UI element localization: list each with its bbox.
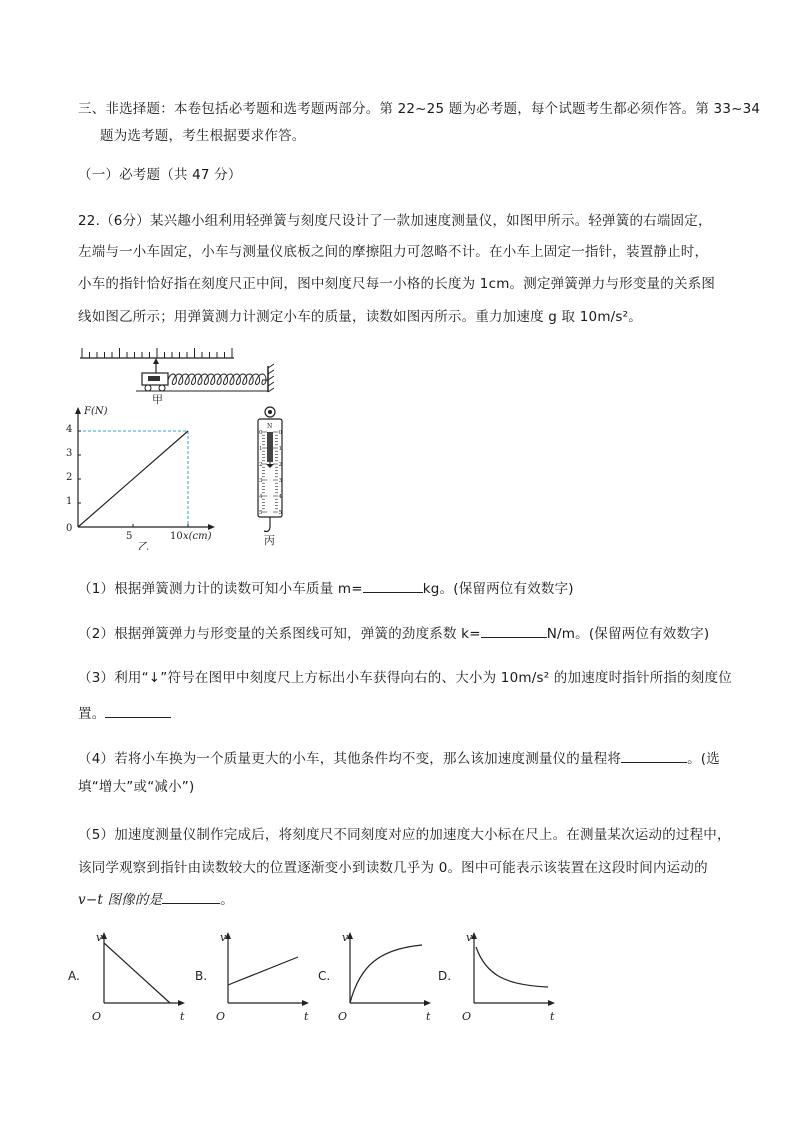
section-intro-line2: 题为选考题，考生根据要求作答。 — [100, 128, 306, 144]
answer-blank-2[interactable] — [481, 623, 547, 638]
option-c-label: C. — [318, 969, 331, 983]
scale-label-right: 4 — [278, 494, 282, 500]
force-extension-line — [78, 431, 188, 527]
item-4-line2: 填“增大”或“减小”) — [78, 779, 195, 795]
option-a-t: t — [180, 1010, 185, 1023]
scale-label-left: 0 — [259, 430, 263, 436]
item-5-text: v−t 图像的是 — [78, 892, 163, 908]
option-c-graph[interactable] — [318, 931, 431, 1023]
option-d-graph[interactable] — [438, 931, 555, 1023]
scale-label-left: 1 — [259, 446, 263, 452]
figure-yi-label: 乙 — [138, 540, 149, 550]
y-tick-2: 2 — [66, 472, 73, 483]
figure-jia-label: 甲 — [152, 393, 163, 406]
answer-blank-1[interactable] — [363, 578, 423, 593]
x-tick-10: 10 — [170, 531, 183, 542]
scale-unit-n: N — [267, 423, 273, 430]
options-vt-graphs — [60, 925, 580, 1025]
question-text-line4: 线如图乙所示；用弹簧测力计测定小车的质量，读数如图丙所示。重力加速度 g 取 10m/s²。 — [78, 309, 642, 325]
item-2-suffix: N/m。(保留两位有效数字) — [546, 626, 710, 642]
option-c-origin: O — [338, 1010, 348, 1023]
figure-bing-spring-scale — [248, 404, 298, 554]
scale-label-right: 2 — [278, 462, 282, 468]
option-d-v: v — [466, 931, 473, 944]
item-5-line1: （5）加速度测量仪制作完成后，将刻度尺不同刻度对应的加速度大小标在尺上。在测量某次运动的过程中， — [78, 827, 731, 843]
item-1-text: （1）根据弹簧测力计的读数可知小车质量 m= — [78, 581, 363, 597]
option-a-v: v — [96, 931, 103, 944]
item-2-text: （2）根据弹簧弹力与形变量的关系图线可知，弹簧的劲度系数 k= — [78, 626, 481, 642]
scale-label-left: 3 — [259, 478, 263, 484]
item-5-line3 — [78, 888, 234, 908]
y-tick-4: 4 — [66, 424, 73, 435]
figure-bing-label: 丙 — [264, 534, 275, 547]
item-1 — [78, 577, 574, 597]
option-a-graph[interactable] — [68, 931, 185, 1023]
option-c-v: v — [342, 931, 349, 944]
question-text-line2: 左端与一小车固定，小车与测量仪底板之间的摩擦阻力可忽略不计。在小车上固定一指针，装置静止时， — [78, 244, 709, 260]
option-b-origin: O — [216, 1010, 226, 1023]
graph-y-axis-label: F(N) — [84, 406, 108, 417]
item-1-suffix: kg。(保留两位有效数字) — [422, 581, 574, 597]
option-b-label: B. — [195, 969, 208, 983]
option-d-origin: O — [462, 1010, 472, 1023]
scale-label-left: 4 — [259, 494, 263, 500]
item-4-line1 — [78, 747, 720, 767]
question-text-line1: 22.（6分）某兴趣小组利用轻弹簧与刻度尺设计了一款加速度测量仪，如图甲所示。轻弹簧的右端固定， — [78, 213, 712, 229]
scale-label-right: 1 — [278, 446, 282, 452]
item-4-text: （4）若将小车换为一个质量更大的小车，其他条件均不变，那么该加速度测量仪的量程将 — [78, 751, 622, 767]
option-c-t: t — [426, 1010, 431, 1023]
scale-label-right: 3 — [278, 478, 282, 484]
section-intro-line1: 三、非选择题：本卷包括必考题和选考题两部分。第 22~25 题为必考题，每个试题考生都必须作答。第 33~34 — [78, 101, 761, 117]
y-tick-0: 0 — [66, 523, 73, 534]
option-a-origin: O — [92, 1010, 102, 1023]
scale-label-left: 2 — [259, 462, 263, 468]
required-subheading: （一）必考题（共 47 分） — [78, 167, 242, 183]
item-3-line2 — [78, 702, 171, 722]
x-tick-5: 5 — [126, 531, 133, 542]
scale-label-right: 0 — [278, 430, 282, 436]
option-d-label: D. — [438, 969, 452, 983]
item-4-suffix: 。(选 — [687, 751, 720, 767]
option-a-label: A. — [68, 969, 80, 983]
item-5-suffix: 。 — [220, 892, 234, 908]
option-b-graph[interactable] — [195, 931, 309, 1023]
option-b-t: t — [304, 1010, 309, 1023]
option-b-v: v — [220, 931, 227, 944]
scale-label-right: 5 — [278, 510, 282, 516]
y-tick-1: 1 — [66, 496, 73, 507]
option-d-t: t — [550, 1010, 555, 1023]
figure-yi-graph — [60, 400, 230, 550]
item-3-text: 置。 — [78, 706, 106, 722]
question-text-line3: 小车的指针恰好指在刻度尺正中间，图中刻度尺每一小格的长度为 1cm。测定弹簧弹力与形变量的关系图 — [78, 276, 716, 292]
item-2 — [78, 622, 709, 642]
answer-blank-3[interactable] — [105, 703, 171, 718]
answer-blank-5[interactable] — [162, 889, 220, 904]
item-3-line1: （3）利用“↓”符号在图甲中刻度尺上方标出小车获得向右的、大小为 10m/s² 的加速度时指针所指的刻度位 — [78, 670, 732, 686]
y-tick-3: 3 — [66, 448, 73, 459]
graph-x-axis-label: x(cm) — [183, 531, 212, 542]
item-5-line2: 该同学观察到指针由读数较大的位置逐渐变小到读数几乎为 0。图中可能表示该装置在这段时间内运动的 — [78, 860, 708, 876]
answer-blank-4[interactable] — [621, 748, 687, 763]
scale-label-left: 5 — [259, 510, 263, 516]
